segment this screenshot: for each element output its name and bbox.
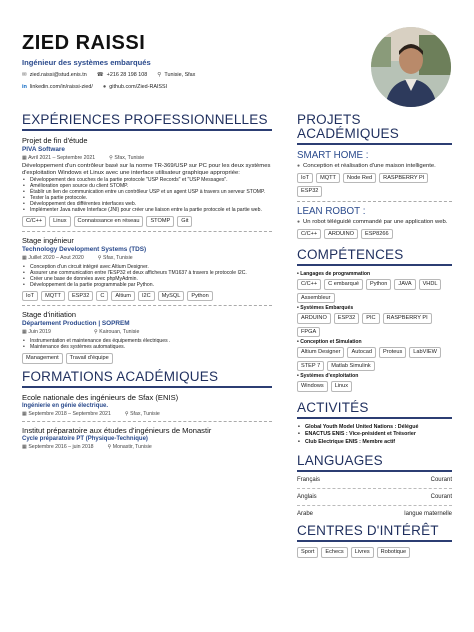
- skill-category: • Systèmes d'exploitation: [297, 373, 452, 379]
- interest-tags: [297, 547, 452, 558]
- item-divider: [297, 201, 452, 202]
- education-meta: [22, 411, 272, 417]
- skill-tag: FPGA: [297, 327, 320, 338]
- education-item: [22, 426, 272, 450]
- job-place-text: Sfax, Tunisie: [102, 254, 133, 261]
- job-place-text: Sfax, Tunisie: [114, 155, 145, 161]
- item-divider: [297, 488, 452, 489]
- section-divider: [297, 264, 452, 266]
- job-place: [94, 329, 139, 335]
- job-bullet: • Tester la partie protocole.: [22, 195, 272, 201]
- skill-tag: Travail d'équipe: [66, 353, 113, 364]
- project-item: [297, 206, 452, 239]
- education-date: [22, 444, 94, 450]
- envelope-icon: ✉: [22, 72, 27, 78]
- item-divider: [297, 505, 452, 506]
- skill-tag: C/C++: [297, 229, 321, 240]
- education-date-text: Septembre 2018 – Septembre 2021: [28, 410, 111, 417]
- skill-category: • Langages de programmation: [297, 271, 452, 277]
- projets-title-line2: ACADÉMIQUES: [297, 126, 399, 141]
- bullet-icon: ●: [297, 218, 301, 225]
- map-marker-icon: ⚲: [157, 72, 162, 78]
- location-text: Tunisie, Sfax: [164, 72, 196, 78]
- skill-tag: C embarqué: [324, 279, 363, 290]
- skill-tag: Windows: [297, 381, 328, 392]
- contact-row-2: [22, 84, 167, 90]
- item-divider: [22, 305, 272, 306]
- bullet-icon: ●: [297, 163, 301, 169]
- job-tags: [22, 216, 272, 227]
- job-bullet: • Assurer une communication entre l'ESP32 et deux afficheurs TM1637 à travers le protocole I2C.: [22, 270, 272, 276]
- skill-tag: JAVA: [394, 279, 415, 290]
- project-description-text: Un robot téléguidé commandé par une application web.: [303, 218, 448, 225]
- language-level: Courant: [430, 494, 452, 501]
- skill-tag: Git: [177, 216, 192, 227]
- skill-tag: Linux: [331, 381, 352, 392]
- activity-item: • ENACTUS ENIS : Vice-président et Trésorier: [297, 431, 452, 439]
- item-divider: [22, 421, 272, 422]
- job-title: Projet de fin d'étude: [22, 136, 88, 145]
- github-contact[interactable]: [103, 84, 167, 90]
- education-place: [108, 444, 152, 450]
- language-row: [297, 494, 452, 500]
- job-bullet: • Conception d'un circuit intégré avec Altium Designer.: [22, 264, 272, 270]
- map-marker-icon: ⚲: [94, 329, 100, 335]
- language-row: [297, 477, 452, 483]
- skill-tag: ESP32: [334, 313, 359, 324]
- job-meta: [22, 255, 272, 261]
- skill-tag: MQTT: [316, 173, 340, 184]
- language-name: Anglais: [297, 494, 317, 501]
- language-level: langue maternelle: [404, 511, 452, 518]
- email-text: zied.raissi@stud.enis.tn: [29, 72, 87, 78]
- education-date: [22, 411, 111, 417]
- formations-section-title: FORMATIONS ACADÉMIQUES: [22, 368, 219, 384]
- left-column: [22, 113, 272, 450]
- skill-tags: [297, 347, 452, 371]
- skill-category: • Systèmes Embarqués: [297, 305, 452, 311]
- interest-tag: Livres: [351, 547, 374, 558]
- linkedin-text: linkedin.com/in/raissi-zied/: [29, 84, 93, 90]
- skill-category: • Conception et Simulation: [297, 339, 452, 345]
- language-name: Français: [297, 477, 321, 484]
- job-company: Technology Development Systems (TDS): [22, 245, 147, 253]
- job-date: [22, 155, 95, 161]
- competences-section-title: COMPÉTENCES: [297, 247, 404, 263]
- project-title: SMART HOME :: [297, 150, 369, 161]
- education-item: [22, 393, 272, 417]
- skill-tag: VHDL: [419, 279, 442, 290]
- language-row: [297, 511, 452, 517]
- phone-text: +216 28 198 108: [106, 72, 148, 78]
- job-company: PIVA Software: [22, 146, 65, 153]
- interets-section-title: CENTRES D'INTÉRÊT: [297, 523, 439, 539]
- linkedin-icon: in: [22, 84, 27, 90]
- job-description: Développement d'un contrôleur basé sur la norme TR-369/USP sur PC pour les deux systèmes d'exploitation Windows et Linux avec une interface utilisateur graphique appropriée:: [22, 163, 271, 176]
- activity-item: • Club Electrique ENIS : Membre actif: [297, 439, 452, 447]
- skill-tag: IoT: [22, 291, 38, 302]
- project-item: [297, 150, 452, 197]
- interest-tag: Robotique: [377, 547, 411, 558]
- skill-tag: Altium: [111, 291, 135, 302]
- project-tags: [297, 229, 452, 240]
- language-level: Courant: [430, 477, 452, 484]
- skill-tag: IoT: [297, 173, 313, 184]
- skill-tag: MQTT: [41, 291, 65, 302]
- job-bullets: [22, 264, 272, 288]
- skill-tag: Proteus: [379, 347, 406, 358]
- project-description-text: Conception et réalisation d'une maison intelligente.: [303, 163, 436, 169]
- skill-tag: Altium Designer: [297, 347, 344, 358]
- interest-tag: Echecs: [321, 547, 347, 558]
- skill-tag: Linux: [49, 216, 70, 227]
- interest-tag: Sport: [297, 547, 318, 558]
- skill-tag: ESP32: [297, 186, 322, 197]
- experiences-section-title: EXPÉRIENCES PROFESSIONNELLES: [22, 112, 268, 127]
- education-date-text: Septembre 2016 – juin 2018: [28, 443, 94, 450]
- section-divider: [22, 129, 272, 131]
- project-tags: [297, 173, 452, 197]
- skill-tag: RASPBERRY PI: [383, 313, 432, 324]
- skill-tag: ESP32: [68, 291, 93, 302]
- calendar-icon: ▦: [22, 329, 29, 335]
- phone-contact[interactable]: [97, 72, 148, 78]
- skill-tag: Autocad: [347, 347, 376, 358]
- job-bullets: [22, 338, 272, 350]
- job-date-text: Juin 2019: [28, 329, 51, 335]
- skill-tag: Connaissance en réseau: [74, 216, 144, 227]
- education-subtitle: Ingénierie en génie électrique.: [22, 402, 109, 409]
- skill-tag: Node Red: [343, 173, 376, 184]
- candidate-name: ZIED RAISSI: [22, 32, 146, 54]
- section-divider: [297, 417, 452, 419]
- job-date-text: Avril 2021 – Septembre 2021: [28, 155, 96, 161]
- education-place-text: Sfax, Tunisie: [130, 410, 160, 417]
- education-subtitle: Cycle préparatoire PT (Physique-Technique): [22, 435, 148, 442]
- profile-photo: [371, 27, 451, 107]
- job-bullet: • Établir un lien de communication entre un contrôleur USP et un agent USP à travers un serveur STOMP.: [22, 189, 272, 195]
- skill-tag: C/C++: [297, 279, 321, 290]
- skill-tag: STEP 7: [297, 361, 324, 372]
- right-column: [297, 113, 452, 558]
- linkedin-contact[interactable]: [22, 84, 93, 90]
- job-bullet: • Développement des différentes interfaces web.: [22, 201, 272, 207]
- education-place-text: Monastir, Tunisie: [112, 443, 152, 450]
- map-marker-icon: ⚲: [109, 155, 115, 161]
- location-contact: [157, 72, 195, 78]
- education-title: Ecole nationale des ingénieurs de Sfax (ENIS): [22, 392, 179, 402]
- skill-tag: PIC: [362, 313, 379, 324]
- job-tags: [22, 291, 272, 302]
- projets-section-title: [297, 113, 452, 141]
- skill-tag: ESP8266: [361, 229, 393, 240]
- contact-row-1: [22, 72, 195, 78]
- job-place-text: Kairouan, Tunisie: [99, 329, 140, 335]
- language-name: Arabe: [297, 511, 314, 518]
- candidate-subtitle: Ingénieur des systèmes embarqués: [22, 58, 151, 67]
- job-bullet: • Développement des couches de la partie protocole "USP Records" et "USP Messages".: [22, 177, 272, 183]
- skill-tag: Assembleur: [297, 293, 335, 304]
- project-description: [297, 219, 452, 226]
- education-meta: [22, 444, 272, 450]
- skill-tag: C: [96, 291, 108, 302]
- skill-tag: Matlab Simulink: [327, 361, 374, 372]
- experience-item: [22, 236, 272, 302]
- section-divider: [297, 470, 452, 472]
- project-description: [297, 163, 452, 170]
- skill-tag: Management: [22, 353, 63, 364]
- job-title: Stage d'initiation: [22, 310, 77, 319]
- email-contact[interactable]: [22, 72, 87, 78]
- job-bullet: • Maintenance des systèmes automatiques.: [22, 344, 272, 350]
- job-place: [98, 255, 133, 261]
- section-divider: [297, 540, 452, 542]
- job-bullet: • Instrumentation et maintenance des équipements électriques .: [22, 338, 272, 344]
- job-bullet: • Développement de la partie programmable par Python.: [22, 282, 272, 288]
- section-divider: [22, 386, 272, 388]
- job-meta: [22, 155, 272, 161]
- skill-tag: STOMP: [146, 216, 174, 227]
- calendar-icon: ▦: [22, 254, 29, 261]
- job-title: Stage ingénieur: [22, 235, 74, 245]
- job-bullet: • Implémenter Java native Interface (JNI) pour créer une liaison entre la partie protocole et la partie web.: [22, 207, 272, 213]
- skill-tag: ARDUINO: [324, 229, 358, 240]
- projets-title-line1: PROJETS: [297, 112, 361, 127]
- job-tags: [22, 353, 272, 364]
- github-icon: ●: [102, 84, 107, 90]
- skill-tag: ARDUINO: [297, 313, 331, 324]
- activity-item: • Global Youth Model United Nations : Délégué: [297, 424, 452, 432]
- map-marker-icon: ⚲: [124, 410, 131, 417]
- skill-tags: [297, 381, 452, 392]
- calendar-icon: ▦: [22, 443, 29, 450]
- activities-list: [297, 424, 452, 447]
- skill-tag: Python: [366, 279, 391, 290]
- activites-section-title: ACTIVITÉS: [297, 399, 369, 415]
- skill-tag: MySQL: [158, 291, 185, 302]
- experience-item: [22, 136, 272, 227]
- job-date-text: Juillet 2020 – Aout 2020: [28, 254, 84, 261]
- calendar-icon: ▦: [22, 155, 29, 161]
- calendar-icon: ▦: [22, 410, 29, 417]
- job-place: [109, 155, 144, 161]
- job-date: [22, 329, 80, 335]
- item-divider: [22, 231, 272, 232]
- job-company: Département Production | SOPREM: [22, 320, 130, 327]
- skill-tag: I2C: [138, 291, 155, 302]
- skill-tag: RASPBERRY PI: [379, 173, 428, 184]
- profile-photo-image: [371, 27, 451, 107]
- phone-icon: ☎: [96, 72, 104, 78]
- education-title: Institut préparatoire aux études d'ingénieurs de Monastir: [22, 425, 212, 435]
- skill-tags: [297, 279, 452, 303]
- skill-tag: LabVIEW: [409, 347, 441, 358]
- skill-tags: [297, 313, 452, 337]
- job-bullets: [22, 177, 272, 213]
- skill-tag: Python: [187, 291, 212, 302]
- skill-tag: C/C++: [22, 216, 46, 227]
- job-meta: [22, 329, 272, 335]
- job-date: [22, 255, 84, 261]
- section-divider: [297, 143, 452, 145]
- map-marker-icon: ⚲: [107, 443, 113, 450]
- experience-item: [22, 310, 272, 364]
- project-title: LEAN ROBOT :: [297, 205, 366, 217]
- job-bullet: • Créer une base de données avec phpMyAdmin.: [22, 276, 272, 282]
- education-place: [125, 411, 160, 417]
- map-marker-icon: ⚲: [97, 254, 103, 261]
- langues-section-title: LANGUAGES: [297, 453, 383, 469]
- github-text: github.com/Zied-RAISSI: [109, 84, 168, 90]
- job-bullet: • Amélioration open source du client STOMP.: [22, 183, 272, 189]
